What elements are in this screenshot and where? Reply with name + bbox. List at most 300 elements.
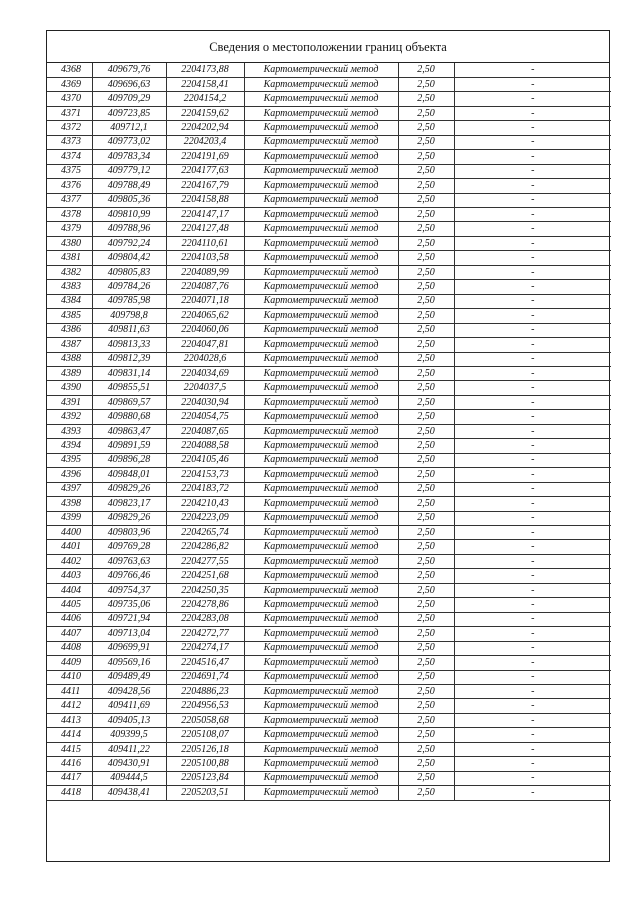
table-row	[47, 424, 611, 438]
table-row	[47, 338, 611, 352]
x-coordinate-cell: 409489,49	[92, 670, 166, 684]
method-cell: Картометрический метод	[244, 540, 398, 554]
point-number-cell: 4408	[47, 641, 92, 655]
table-row	[47, 367, 611, 381]
accuracy-cell: 2,50	[398, 439, 454, 453]
point-number-cell: 4399	[47, 511, 92, 525]
point-number-cell: 4404	[47, 583, 92, 597]
y-coordinate-cell: 2204088,58	[166, 439, 244, 453]
x-coordinate-cell: 409803,96	[92, 526, 166, 540]
description-cell: -	[454, 106, 611, 120]
y-coordinate-cell: 2204147,17	[166, 208, 244, 222]
table-row	[47, 757, 611, 771]
x-coordinate-cell: 409896,28	[92, 453, 166, 467]
description-cell: -	[454, 511, 611, 525]
y-coordinate-cell: 2204250,35	[166, 583, 244, 597]
x-coordinate-cell: 409766,46	[92, 569, 166, 583]
description-cell: -	[454, 193, 611, 207]
table-row	[47, 222, 611, 236]
description-cell: -	[454, 439, 611, 453]
description-cell: -	[454, 583, 611, 597]
x-coordinate-cell: 409831,14	[92, 367, 166, 381]
x-coordinate-cell: 409863,47	[92, 424, 166, 438]
y-coordinate-cell: 2204278,86	[166, 598, 244, 612]
method-cell: Картометрический метод	[244, 670, 398, 684]
y-coordinate-cell: 2205108,07	[166, 728, 244, 742]
method-cell: Картометрический метод	[244, 150, 398, 164]
x-coordinate-cell: 409712,1	[92, 121, 166, 135]
method-cell: Картометрический метод	[244, 757, 398, 771]
point-number-cell: 4369	[47, 77, 92, 91]
table-row	[47, 251, 611, 265]
accuracy-cell: 2,50	[398, 121, 454, 135]
table-row	[47, 77, 611, 91]
table-row	[47, 598, 611, 612]
point-number-cell: 4387	[47, 338, 92, 352]
table-row	[47, 554, 611, 568]
method-cell: Картометрический метод	[244, 63, 398, 77]
description-cell: -	[454, 208, 611, 222]
table-row	[47, 395, 611, 409]
y-coordinate-cell: 2204087,65	[166, 424, 244, 438]
description-cell: -	[454, 771, 611, 785]
point-number-cell: 4413	[47, 713, 92, 727]
accuracy-cell: 2,50	[398, 222, 454, 236]
description-cell: -	[454, 77, 611, 91]
accuracy-cell: 2,50	[398, 208, 454, 222]
method-cell: Картометрический метод	[244, 554, 398, 568]
point-number-cell: 4391	[47, 395, 92, 409]
method-cell: Картометрический метод	[244, 193, 398, 207]
point-number-cell: 4378	[47, 208, 92, 222]
description-cell: -	[454, 92, 611, 106]
x-coordinate-cell: 409848,01	[92, 468, 166, 482]
boundary-coordinates-sheet	[46, 30, 610, 862]
method-cell: Картометрический метод	[244, 453, 398, 467]
table-row	[47, 713, 611, 727]
description-cell: -	[454, 757, 611, 771]
method-cell: Картометрический метод	[244, 497, 398, 511]
accuracy-cell: 2,50	[398, 309, 454, 323]
point-number-cell: 4376	[47, 179, 92, 193]
accuracy-cell: 2,50	[398, 135, 454, 149]
description-cell: -	[454, 526, 611, 540]
x-coordinate-cell: 409813,33	[92, 338, 166, 352]
accuracy-cell: 2,50	[398, 179, 454, 193]
description-cell: -	[454, 164, 611, 178]
accuracy-cell: 2,50	[398, 656, 454, 670]
method-cell: Картометрический метод	[244, 771, 398, 785]
accuracy-cell: 2,50	[398, 280, 454, 294]
method-cell: Картометрический метод	[244, 323, 398, 337]
description-cell: -	[454, 453, 611, 467]
method-cell: Картометрический метод	[244, 713, 398, 727]
accuracy-cell: 2,50	[398, 612, 454, 626]
method-cell: Картометрический метод	[244, 265, 398, 279]
y-coordinate-cell: 2204274,17	[166, 641, 244, 655]
x-coordinate-cell: 409569,16	[92, 656, 166, 670]
point-number-cell: 4372	[47, 121, 92, 135]
y-coordinate-cell: 2204030,94	[166, 395, 244, 409]
accuracy-cell: 2,50	[398, 352, 454, 366]
x-coordinate-cell: 409405,13	[92, 713, 166, 727]
accuracy-cell: 2,50	[398, 92, 454, 106]
accuracy-cell: 2,50	[398, 540, 454, 554]
point-number-cell: 4393	[47, 424, 92, 438]
method-cell: Картометрический метод	[244, 92, 398, 106]
description-cell: -	[454, 352, 611, 366]
description-cell: -	[454, 309, 611, 323]
point-number-cell: 4389	[47, 367, 92, 381]
method-cell: Картометрический метод	[244, 511, 398, 525]
y-coordinate-cell: 2204191,69	[166, 150, 244, 164]
x-coordinate-cell: 409798,8	[92, 309, 166, 323]
table-row	[47, 121, 611, 135]
description-cell: -	[454, 684, 611, 698]
accuracy-cell: 2,50	[398, 583, 454, 597]
y-coordinate-cell: 2204158,88	[166, 193, 244, 207]
point-number-cell: 4412	[47, 699, 92, 713]
accuracy-cell: 2,50	[398, 164, 454, 178]
x-coordinate-cell: 409438,41	[92, 786, 166, 800]
point-number-cell: 4418	[47, 786, 92, 800]
table-row	[47, 771, 611, 785]
method-cell: Картометрический метод	[244, 627, 398, 641]
method-cell: Картометрический метод	[244, 367, 398, 381]
accuracy-cell: 2,50	[398, 511, 454, 525]
description-cell: -	[454, 222, 611, 236]
document-title: Сведения о местоположении границ объекта	[47, 31, 609, 63]
x-coordinate-cell: 409805,36	[92, 193, 166, 207]
point-number-cell: 4395	[47, 453, 92, 467]
accuracy-cell: 2,50	[398, 410, 454, 424]
table-row	[47, 627, 611, 641]
x-coordinate-cell: 409679,76	[92, 63, 166, 77]
description-cell: -	[454, 540, 611, 554]
x-coordinate-cell: 409769,28	[92, 540, 166, 554]
x-coordinate-cell: 409891,59	[92, 439, 166, 453]
point-number-cell: 4386	[47, 323, 92, 337]
y-coordinate-cell: 2204177,63	[166, 164, 244, 178]
method-cell: Картометрический метод	[244, 395, 398, 409]
description-cell: -	[454, 381, 611, 395]
accuracy-cell: 2,50	[398, 684, 454, 698]
accuracy-cell: 2,50	[398, 424, 454, 438]
method-cell: Картометрический метод	[244, 656, 398, 670]
table-row	[47, 684, 611, 698]
x-coordinate-cell: 409784,26	[92, 280, 166, 294]
method-cell: Картометрический метод	[244, 583, 398, 597]
point-number-cell: 4406	[47, 612, 92, 626]
y-coordinate-cell: 2204037,5	[166, 381, 244, 395]
table-row	[47, 453, 611, 467]
accuracy-cell: 2,50	[398, 497, 454, 511]
table-row	[47, 583, 611, 597]
method-cell: Картометрический метод	[244, 251, 398, 265]
description-cell: -	[454, 554, 611, 568]
y-coordinate-cell: 2205058,68	[166, 713, 244, 727]
table-row	[47, 150, 611, 164]
point-number-cell: 4407	[47, 627, 92, 641]
method-cell: Картометрический метод	[244, 309, 398, 323]
accuracy-cell: 2,50	[398, 150, 454, 164]
x-coordinate-cell: 409430,91	[92, 757, 166, 771]
table-row	[47, 309, 611, 323]
y-coordinate-cell: 2204028,6	[166, 352, 244, 366]
accuracy-cell: 2,50	[398, 786, 454, 800]
description-cell: -	[454, 699, 611, 713]
accuracy-cell: 2,50	[398, 251, 454, 265]
y-coordinate-cell: 2204054,75	[166, 410, 244, 424]
y-coordinate-cell: 2204110,61	[166, 236, 244, 250]
accuracy-cell: 2,50	[398, 554, 454, 568]
method-cell: Картометрический метод	[244, 468, 398, 482]
method-cell: Картометрический метод	[244, 439, 398, 453]
table-row	[47, 468, 611, 482]
point-number-cell: 4400	[47, 526, 92, 540]
accuracy-cell: 2,50	[398, 569, 454, 583]
y-coordinate-cell: 2204047,81	[166, 338, 244, 352]
x-coordinate-cell: 409880,68	[92, 410, 166, 424]
table-row	[47, 280, 611, 294]
description-cell: -	[454, 179, 611, 193]
description-cell: -	[454, 468, 611, 482]
point-number-cell: 4390	[47, 381, 92, 395]
method-cell: Картометрический метод	[244, 280, 398, 294]
table-row	[47, 410, 611, 424]
table-row	[47, 106, 611, 120]
y-coordinate-cell: 2204251,68	[166, 569, 244, 583]
method-cell: Картометрический метод	[244, 106, 398, 120]
y-coordinate-cell: 2204154,2	[166, 92, 244, 106]
y-coordinate-cell: 2205100,88	[166, 757, 244, 771]
table-row	[47, 352, 611, 366]
y-coordinate-cell: 2204089,99	[166, 265, 244, 279]
description-cell: -	[454, 641, 611, 655]
table-row	[47, 728, 611, 742]
method-cell: Картометрический метод	[244, 135, 398, 149]
point-number-cell: 4392	[47, 410, 92, 424]
y-coordinate-cell: 2204516,47	[166, 656, 244, 670]
point-number-cell: 4377	[47, 193, 92, 207]
description-cell: -	[454, 786, 611, 800]
y-coordinate-cell: 2204223,09	[166, 511, 244, 525]
accuracy-cell: 2,50	[398, 236, 454, 250]
x-coordinate-cell: 409779,12	[92, 164, 166, 178]
y-coordinate-cell: 2204283,08	[166, 612, 244, 626]
table-row	[47, 236, 611, 250]
y-coordinate-cell: 2205203,51	[166, 786, 244, 800]
x-coordinate-cell: 409812,39	[92, 352, 166, 366]
method-cell: Картометрический метод	[244, 641, 398, 655]
table-row	[47, 526, 611, 540]
accuracy-cell: 2,50	[398, 367, 454, 381]
method-cell: Картометрический метод	[244, 569, 398, 583]
method-cell: Картометрический метод	[244, 482, 398, 496]
accuracy-cell: 2,50	[398, 742, 454, 756]
method-cell: Картометрический метод	[244, 179, 398, 193]
point-number-cell: 4368	[47, 63, 92, 77]
table-row	[47, 323, 611, 337]
y-coordinate-cell: 2204159,62	[166, 106, 244, 120]
description-cell: -	[454, 598, 611, 612]
y-coordinate-cell: 2204034,69	[166, 367, 244, 381]
y-coordinate-cell: 2204127,48	[166, 222, 244, 236]
table-row	[47, 63, 611, 77]
x-coordinate-cell: 409428,56	[92, 684, 166, 698]
accuracy-cell: 2,50	[398, 670, 454, 684]
table-row	[47, 179, 611, 193]
table-row	[47, 135, 611, 149]
point-number-cell: 4402	[47, 554, 92, 568]
y-coordinate-cell: 2204087,76	[166, 280, 244, 294]
accuracy-cell: 2,50	[398, 482, 454, 496]
point-number-cell: 4414	[47, 728, 92, 742]
y-coordinate-cell: 2204956,53	[166, 699, 244, 713]
point-number-cell: 4397	[47, 482, 92, 496]
accuracy-cell: 2,50	[398, 699, 454, 713]
description-cell: -	[454, 150, 611, 164]
description-cell: -	[454, 627, 611, 641]
method-cell: Картометрический метод	[244, 699, 398, 713]
accuracy-cell: 2,50	[398, 641, 454, 655]
accuracy-cell: 2,50	[398, 395, 454, 409]
description-cell: -	[454, 742, 611, 756]
description-cell: -	[454, 497, 611, 511]
description-cell: -	[454, 121, 611, 135]
accuracy-cell: 2,50	[398, 323, 454, 337]
x-coordinate-cell: 409811,63	[92, 323, 166, 337]
accuracy-cell: 2,50	[398, 381, 454, 395]
x-coordinate-cell: 409785,98	[92, 294, 166, 308]
accuracy-cell: 2,50	[398, 598, 454, 612]
accuracy-cell: 2,50	[398, 468, 454, 482]
x-coordinate-cell: 409763,63	[92, 554, 166, 568]
x-coordinate-cell: 409783,34	[92, 150, 166, 164]
table-row	[47, 482, 611, 496]
method-cell: Картометрический метод	[244, 786, 398, 800]
x-coordinate-cell: 409411,69	[92, 699, 166, 713]
description-cell: -	[454, 670, 611, 684]
description-cell: -	[454, 135, 611, 149]
accuracy-cell: 2,50	[398, 713, 454, 727]
table-row	[47, 540, 611, 554]
x-coordinate-cell: 409829,26	[92, 511, 166, 525]
x-coordinate-cell: 409723,85	[92, 106, 166, 120]
y-coordinate-cell: 2204210,43	[166, 497, 244, 511]
point-number-cell: 4383	[47, 280, 92, 294]
x-coordinate-cell: 409696,63	[92, 77, 166, 91]
table-row	[47, 92, 611, 106]
point-number-cell: 4381	[47, 251, 92, 265]
x-coordinate-cell: 409721,94	[92, 612, 166, 626]
table-row	[47, 164, 611, 178]
point-number-cell: 4398	[47, 497, 92, 511]
accuracy-cell: 2,50	[398, 265, 454, 279]
description-cell: -	[454, 280, 611, 294]
table-row	[47, 786, 611, 800]
description-cell: -	[454, 395, 611, 409]
point-number-cell: 4370	[47, 92, 92, 106]
method-cell: Картометрический метод	[244, 164, 398, 178]
table-row	[47, 265, 611, 279]
accuracy-cell: 2,50	[398, 338, 454, 352]
point-number-cell: 4373	[47, 135, 92, 149]
description-cell: -	[454, 251, 611, 265]
method-cell: Картометрический метод	[244, 121, 398, 135]
x-coordinate-cell: 409788,96	[92, 222, 166, 236]
table-row	[47, 381, 611, 395]
x-coordinate-cell: 409855,51	[92, 381, 166, 395]
description-cell: -	[454, 236, 611, 250]
point-number-cell: 4405	[47, 598, 92, 612]
method-cell: Картометрический метод	[244, 598, 398, 612]
x-coordinate-cell: 409792,24	[92, 236, 166, 250]
point-number-cell: 4388	[47, 352, 92, 366]
x-coordinate-cell: 409754,37	[92, 583, 166, 597]
description-cell: -	[454, 338, 611, 352]
description-cell: -	[454, 323, 611, 337]
y-coordinate-cell: 2204173,88	[166, 63, 244, 77]
point-number-cell: 4403	[47, 569, 92, 583]
x-coordinate-cell: 409709,29	[92, 92, 166, 106]
y-coordinate-cell: 2204277,55	[166, 554, 244, 568]
table-row	[47, 569, 611, 583]
description-cell: -	[454, 410, 611, 424]
accuracy-cell: 2,50	[398, 106, 454, 120]
coordinates-table	[47, 63, 611, 801]
point-number-cell: 4417	[47, 771, 92, 785]
x-coordinate-cell: 409810,99	[92, 208, 166, 222]
point-number-cell: 4382	[47, 265, 92, 279]
accuracy-cell: 2,50	[398, 627, 454, 641]
table-row	[47, 193, 611, 207]
x-coordinate-cell: 409735,06	[92, 598, 166, 612]
description-cell: -	[454, 265, 611, 279]
coordinates-table-body	[47, 63, 611, 800]
y-coordinate-cell: 2204065,62	[166, 309, 244, 323]
point-number-cell: 4385	[47, 309, 92, 323]
method-cell: Картометрический метод	[244, 612, 398, 626]
y-coordinate-cell: 2204103,58	[166, 251, 244, 265]
y-coordinate-cell: 2204060,06	[166, 323, 244, 337]
table-row	[47, 439, 611, 453]
description-cell: -	[454, 63, 611, 77]
description-cell: -	[454, 612, 611, 626]
method-cell: Картометрический метод	[244, 381, 398, 395]
y-coordinate-cell: 2205126,18	[166, 742, 244, 756]
y-coordinate-cell: 2204071,18	[166, 294, 244, 308]
method-cell: Картометрический метод	[244, 424, 398, 438]
table-row	[47, 294, 611, 308]
method-cell: Картометрический метод	[244, 222, 398, 236]
method-cell: Картометрический метод	[244, 338, 398, 352]
y-coordinate-cell: 2204272,77	[166, 627, 244, 641]
point-number-cell: 4379	[47, 222, 92, 236]
y-coordinate-cell: 2204153,73	[166, 468, 244, 482]
y-coordinate-cell: 2204158,41	[166, 77, 244, 91]
point-number-cell: 4409	[47, 656, 92, 670]
accuracy-cell: 2,50	[398, 294, 454, 308]
table-row	[47, 641, 611, 655]
x-coordinate-cell: 409823,17	[92, 497, 166, 511]
method-cell: Картометрический метод	[244, 352, 398, 366]
y-coordinate-cell: 2204183,72	[166, 482, 244, 496]
x-coordinate-cell: 409773,02	[92, 135, 166, 149]
x-coordinate-cell: 409829,26	[92, 482, 166, 496]
description-cell: -	[454, 294, 611, 308]
y-coordinate-cell: 2204286,82	[166, 540, 244, 554]
